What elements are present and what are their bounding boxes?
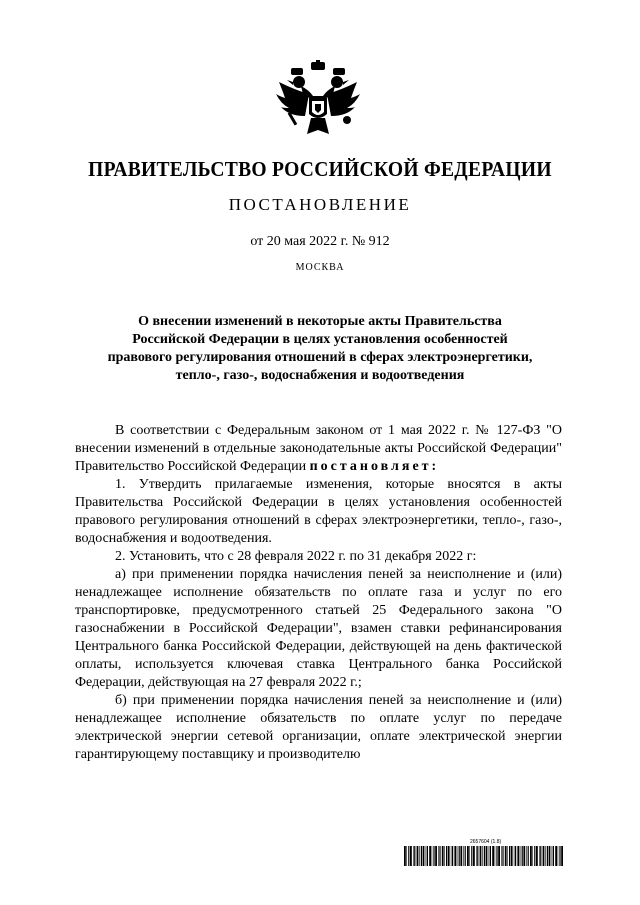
clause-2: 2. Установить, что с 28 февраля 2022 г. по 31 декабря 2022 г: — [115, 549, 477, 564]
decree-title-line: правового регулирования отношений в сферах электроэнергетики, — [107, 350, 533, 365]
preamble-text: В соответствии с Федеральным законом от 1 мая 2022 г. № 127-ФЗ "О внесении изменений в отдельные законодательные акты Российской Федерации" Правительство Российской Федерации — [75, 423, 562, 474]
decree-body — [75, 422, 562, 764]
document-type: ПОСТАНОВЛЕНИЕ — [228, 195, 412, 214]
date-and-number: от 20 мая 2022 г. № 912 — [250, 234, 390, 249]
city: МОСКВА — [295, 262, 345, 273]
russian-coat-of-arms-icon — [273, 60, 363, 144]
decree-title-line: О внесении изменений в некоторые акты Правительства — [138, 314, 502, 329]
barcode-icon — [404, 846, 564, 866]
preamble-paragraph — [75, 422, 562, 476]
clause-2a: а) при применении порядка начисления пеней за неисполнение и (или) ненадлежащее исполнение обязательств по оплате газа и услуг по его транспортировке, предусмотренного статьей 25 Федерального закона "О газоснабжении в Российской Федерации", взамен ставки рефинансирования Центрального банка Российской Федерации, действующей на день фактической оплаты, используется ключевая ставка Центрального банка Российской Федерации, действующая на 27 февраля 2022 г.; — [75, 567, 562, 690]
government-title: ПРАВИТЕЛЬСТВО РОССИЙСКОЙ ФЕДЕРАЦИИ — [88, 157, 552, 181]
barcode-number: 2657604 (1.8) — [470, 839, 502, 845]
decree-title-line: Российской Федерации в целях установления особенностей — [132, 332, 508, 347]
decree-title — [100, 313, 540, 385]
decree-title-line: тепло-, газо-, водоснабжения и водоотведения — [175, 368, 465, 383]
clause-2b: б) при применении порядка начисления пеней за неисполнение и (или) ненадлежащее исполнение обязательств по оплате услуг по передаче электрической энергии сетевой организации, оплате электрической энергии гарантирующему поставщику и производителю — [75, 693, 562, 762]
decree-verb: постановляет: — [309, 459, 440, 474]
clause-1: 1. Утвердить прилагаемые изменения, которые вносятся в акты Правительства Российской Федерации в целях установления особенностей правового регулирования отношений в сферах электроэнергетики, тепло-, газо-, водоснабжения и водоотведения. — [75, 477, 562, 546]
